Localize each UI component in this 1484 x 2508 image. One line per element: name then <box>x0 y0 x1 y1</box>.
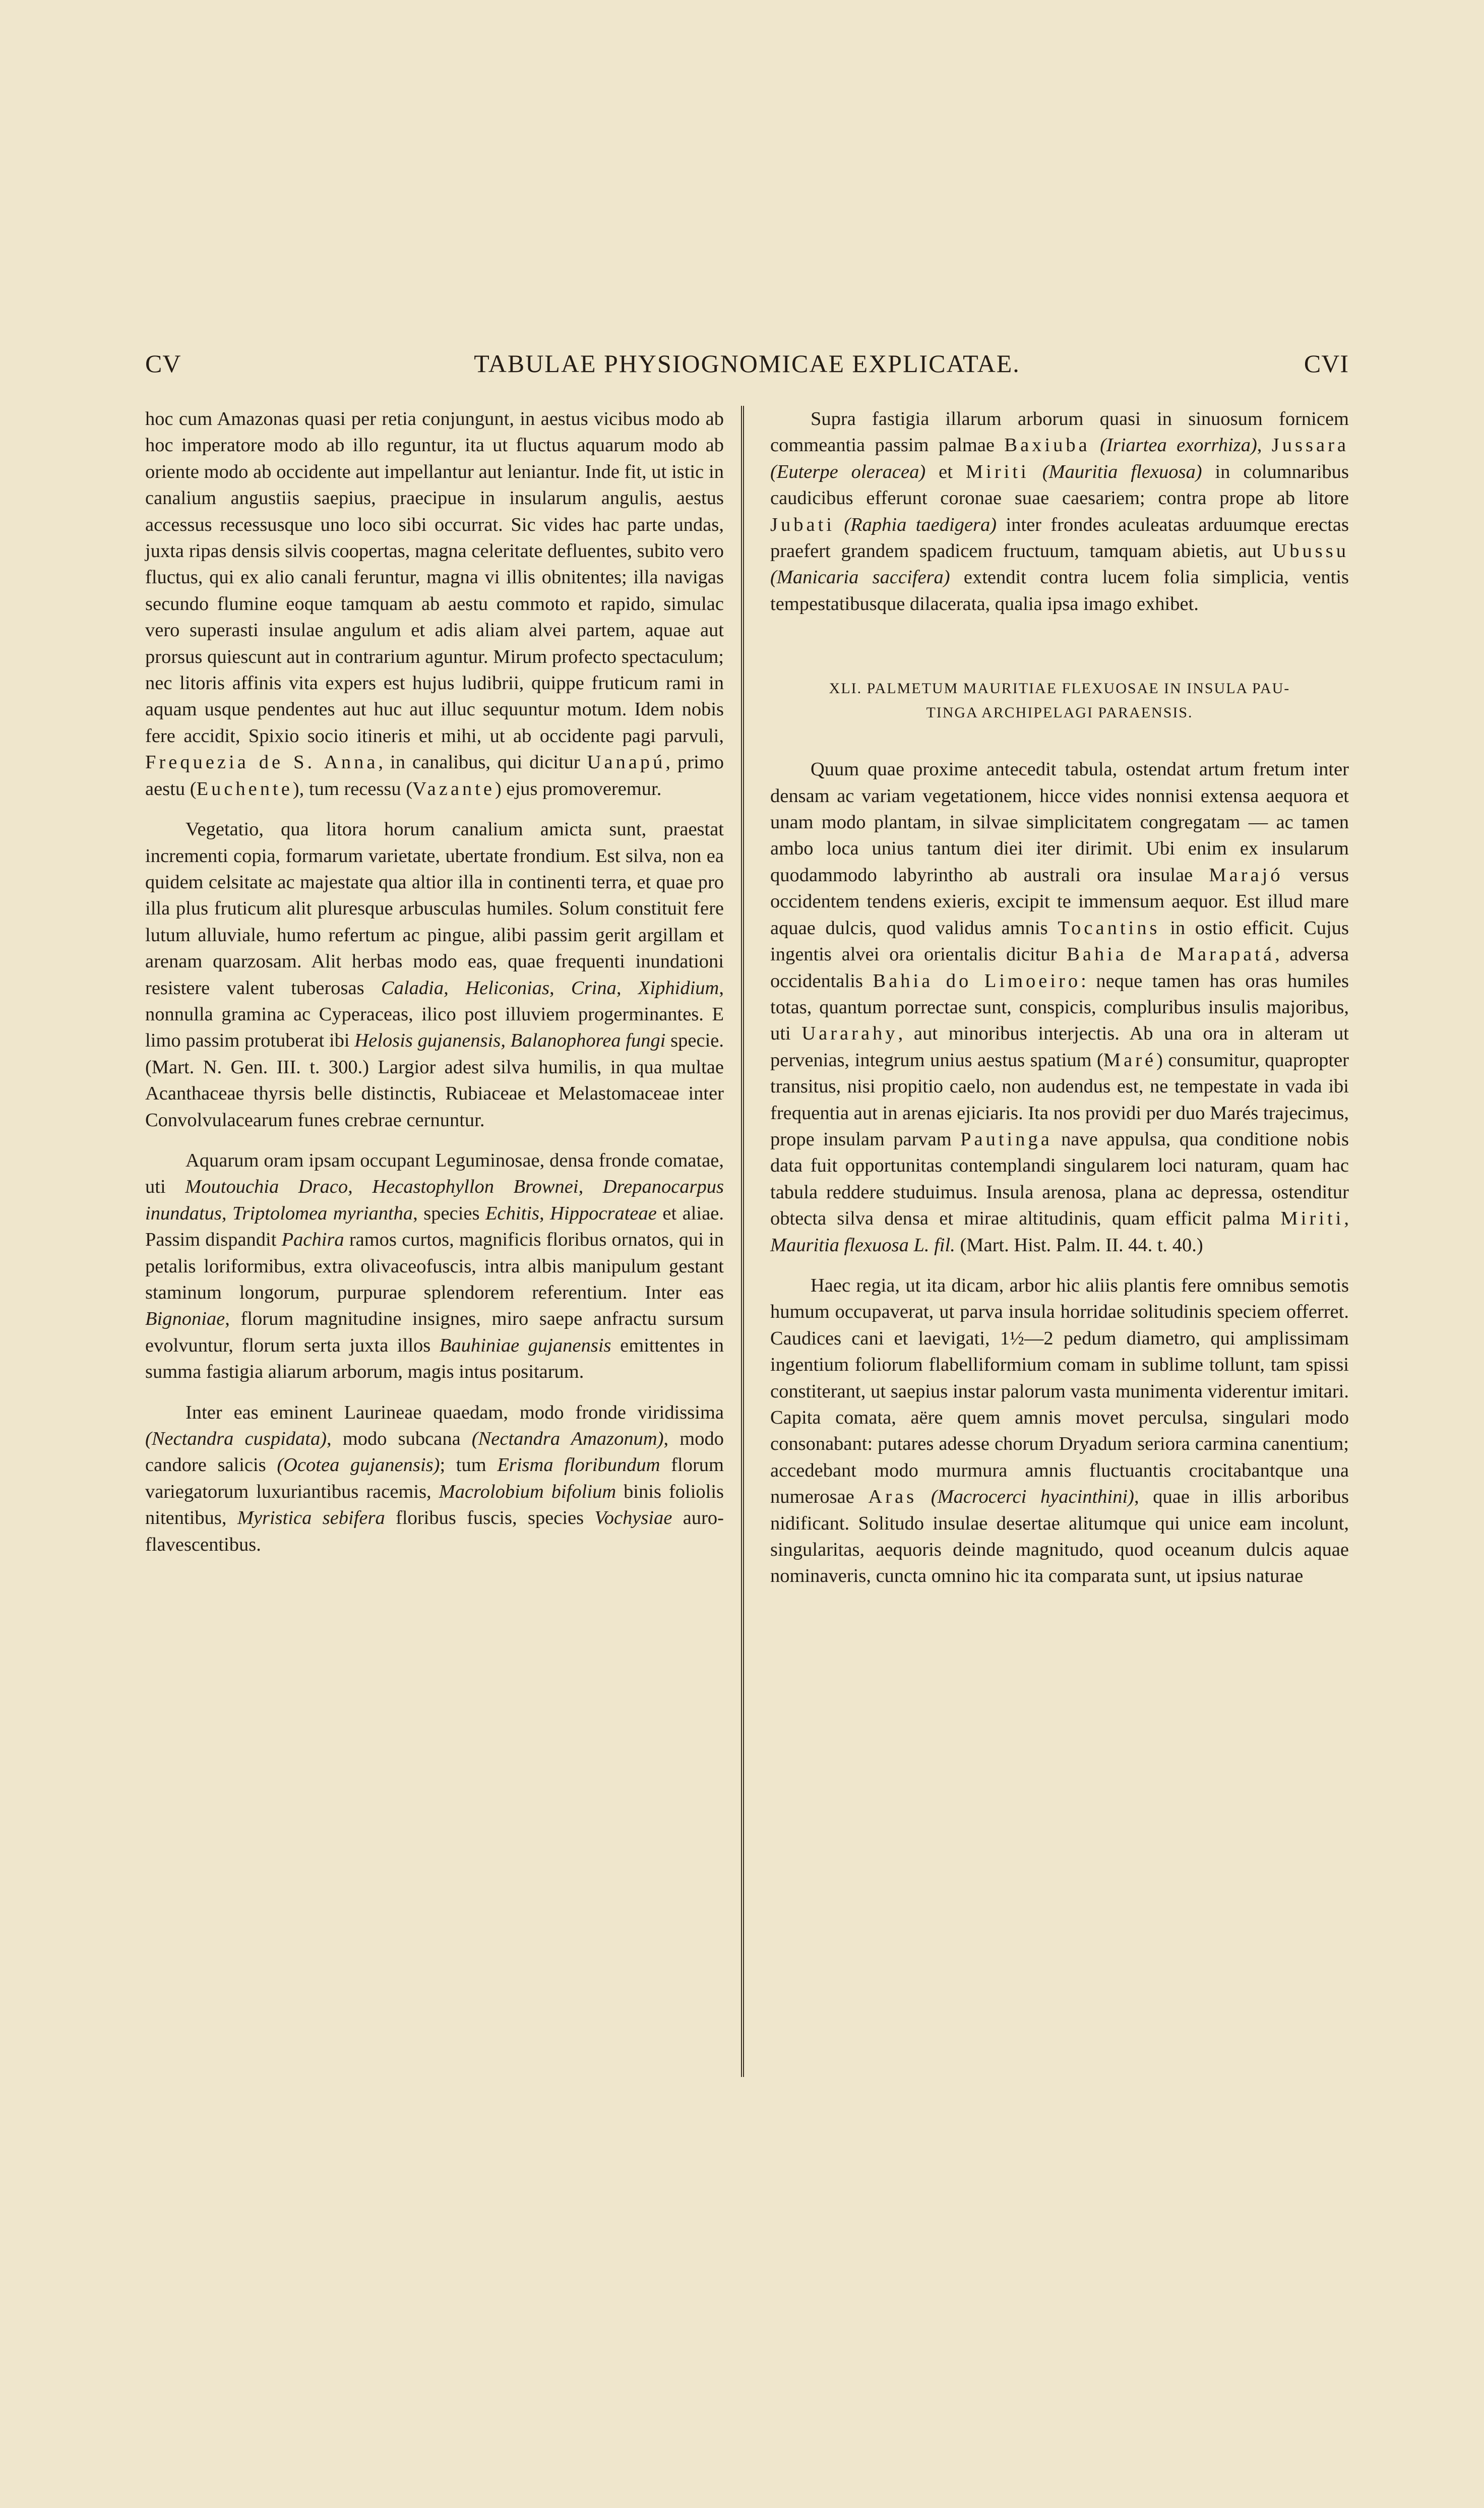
section-heading: XLI. PALMETUM MAURITIAE FLEXUOSAE IN INSULA PAU- TINGA ARCHIPELAGI PARAENSIS. <box>829 680 1290 721</box>
paragraph: Aquarum oram ipsam occupant Leguminosae, densa fronde comatae, uti Moutouchia Draco, Hecastophyllon Brownei, Drepanocarpus inundatus, Triptolomea myriantha, species Echitis, Hippocrateae et aliae. Passim dispandit Pachira ramos curtos, magnificis floribus ornatos, qui in petalis loriformibus, extra olivaceofuscis, intra albis manipulum gestant staminum longorum, purpurae splendorem referentium. Inter eas Bignoniae, florum magnitudine insignes, miro saepe anfractu sursum evolvuntur, florum serta juxta illos Bauhiniae gujanensis emittentes in summa fastigia aliarum arborum, magis intus positarum. <box>145 1149 724 1383</box>
paragraph: Haec regia, ut ita dicam, arbor hic aliis plantis fere omnibus semotis humum occupaverat, ut parva insula horridae solitudinis speciem offerret. Caudices cani et laevigati, 1½—2 pedum diametro, qui amplissimam ingentium foliorum flabelliformium comam in sublime tollunt, tam spissi constiterant, ut saepius instar palorum vasta munimenta viderentur imitari. Capita comata, aëre quem amnis movet perculsa, singulari modo consonabant: putares adesse chorum Dryadum seriora carmina canentium; accedebant modo murmura amnis fluctuantis crocitabantque una numerosae Aras (Macrocerci hyacinthini), quae in illis arboribus nidificant. Solitudo insulae desertae alitumque qui unice eam incolunt, singularitas, aequoris deinde magnitudo, quod oceanum dulcis aquae nominaveris, cuncta omnino hic ita comparata sunt, ut ipsius naturae <box>770 1274 1349 1587</box>
running-header <box>145 349 1349 384</box>
running-title: TABULAE PHYSIOGNOMICAE EXPLICATAE. <box>474 349 1020 378</box>
right-column <box>770 406 1349 1589</box>
right-page-number: CVI <box>1304 349 1349 378</box>
left-column <box>145 406 724 1558</box>
left-page-number: CV <box>145 349 181 378</box>
paragraph: hoc cum Amazonas quasi per retia conjungunt, in aestus vicibus modo ab hoc imperatore modo ab illo reguntur, ita ut fluctus aquarum modo ab oriente modo ab occidente aut impellantur aut leniantur. Inde fit, ut istic in canalium angustiis saepius, praecipue in insularum angulis, aestus accessus recessusque uno loco sibi occurrat. Sic vides hac parte undas, juxta ripas densis silvis coopertas, magna celeritate defluentes, subito vero fluctus, qui ex alio canali feruntur, magna vi illis obnitentes; illa navigas secundo flumine eoque tamquam ab aestu commoto et rapido, simulac vero superasti insulae angulum et adis aliam alvei partem, aquae aut prorsus quiescunt aut in contrarium aguntur. Mirum profecto spectaculum; nec litoris affinis vita expers est hujus ludibrii, quippe fruticum rami in aquam usque pendentes aut huc aut illuc sequuntur motum. Idem nobis fere accidit, Spixio socio itineris et mihi, ut ab occidente pagi parvuli, Frequezia de S. Anna, in canalibus, qui dicitur Uanapú, primo aestu (Euchente), tum recessu (Vazante) ejus promoveremur. <box>145 408 724 800</box>
column-divider <box>741 406 744 2077</box>
paragraph: Inter eas eminent Laurineae quaedam, modo fronde viridissima (Nectandra cuspidata), modo subcana (Nectandra Amazonum), modo candore salicis (Ocotea gujanensis); tum Erisma floribundum florum variegatorum luxuriantibus racemis, Macrolobium bifolium binis foliolis nitentibus, Myristica sebifera floribus fuscis, species Vochysiae auro-flavescentibus. <box>145 1401 724 1555</box>
paragraph: Vegetatio, qua litora horum canalium amicta sunt, praestat incrementi copia, formarum varietate, ubertate frondium. Est silva, non ea quidem celsitate ac majestate qua altior illa in continenti terra, et quae pro illa plus fruticum alit pluresque arbusculas humiles. Solum constituit fere lutum alluviale, humo refertum ac pingue, alibi passim gerit argillam et arenam quarzosam. Alit herbas modo eas, quae frequenti inundationi resistere valent tuberosas Caladia, Heliconias, Crina, Xiphidium, nonnulla gramina ac Cyperaceas, ilico post illuviem progerminantes. E limo passim protuberat ibi Helosis gujanensis, Balanophorea fungi specie. (Mart. N. Gen. III. t. 300.) Largior adest silva humilis, in qua multae Acanthaceae thyrsis belle distinctis, Rubiaceae et Melastomaceae inter Convolvulacearum funes crebrae cernuntur. <box>145 819 724 1131</box>
paragraph: Supra fastigia illarum arborum quasi in sinuosum fornicem commeantia passim palmae Baxiuba (Iriartea exorrhiza), Jussara (Euterpe oleracea) et Miriti (Mauritia flexuosa) in columnaribus caudicibus efferunt coronae suae caesariem; contra prope ab litore Jubati (Raphia taedigera) inter frondes aculeatas arduumque erectas praefert grandem spadicem fructuum, tamquam abietis, aut Ubussu (Manicaria saccifera) extendit contra lucem folia simplicia, ventis tempestatibusque dilacerata, qualia ipsa imago exhibet. <box>770 408 1349 615</box>
paragraph: Quum quae proxime antecedit tabula, ostendat artum fretum inter densam ac variam vegetationem, hicce vides nonnisi extensa aequora et unam modo plantam, in silvae simplicitatem congregatam — ac tamen ambo loca unius tantum diei iter dirimit. Ubi enim ex insularum quodammodo labyrintho ab australi ora insulae Marajó versus occidentem tendens exieris, excipit te immensum aequor. Est illud mare aquae dulcis, quod validus amnis Tocantins in ostio efficit. Cujus ingentis alvei ora orientalis dicitur Bahia de Marapatá, adversa occidentalis Bahia do Limoeiro: neque tamen has oras humiles totas, quantum porrectae sunt, conspicis, compluribus insulis majoribus, uti Uararahy, aut minoribus interjectis. Ab una ora in alteram ut pervenias, integrum unius aestus spatium (Maré) consumitur, quapropter transitus, nisi propitio caelo, non audendus est, ne tempestate in vada ibi frequentia aut in arenas ejiciaris. Ita nos providi per duo Marés trajecimus, prope insulam parvam Pautinga nave appulsa, qua conditione nobis data fuit opportunitas contemplandi singularem loci naturam, quam hac tabula reddere studuimus. Insula arenosa, plana ac depressa, ostenditur obtecta silva densa et mirae altitudinis, quam efficit palma Miriti, Mauritia flexuosa L. fil. (Mart. Hist. Palm. II. 44. t. 40.) <box>770 759 1349 1256</box>
